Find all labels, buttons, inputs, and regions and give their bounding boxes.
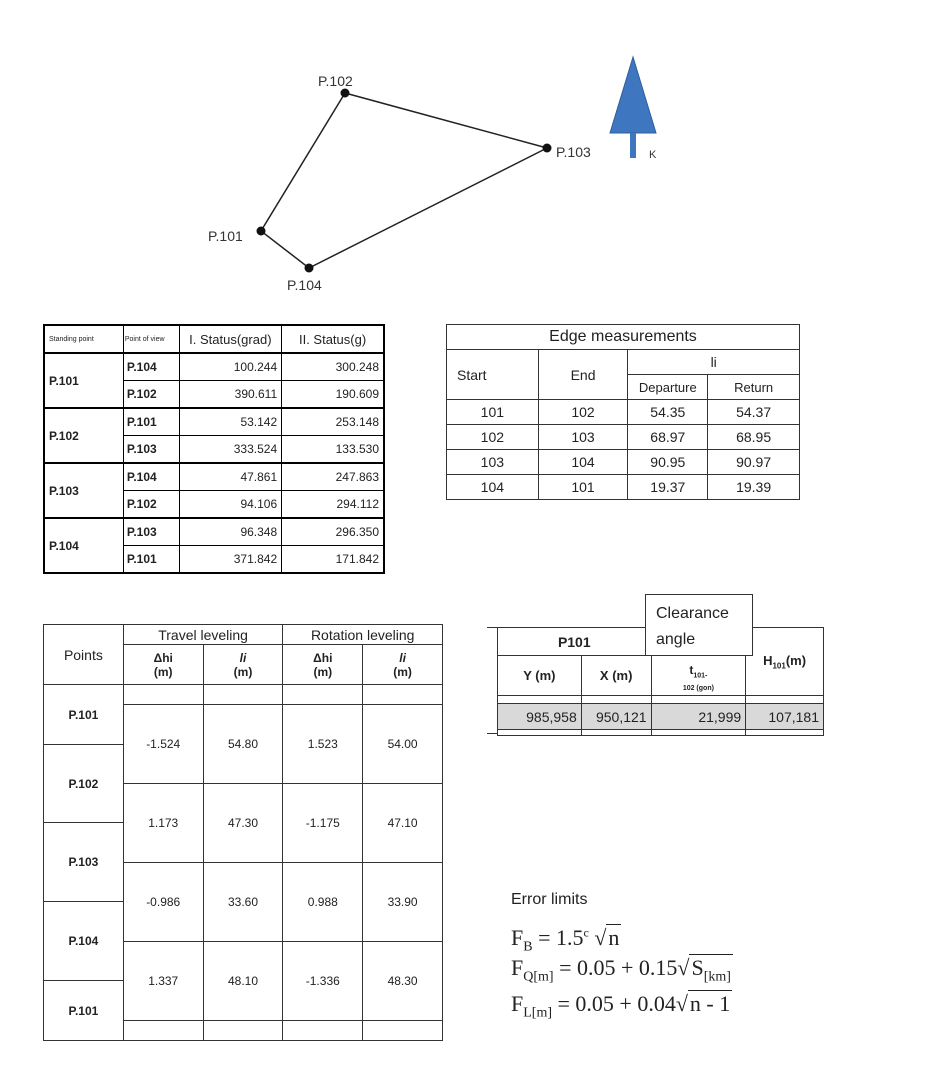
header-standing-point: Standing point xyxy=(44,325,123,353)
travel-dhi-cell: -1.524 xyxy=(123,705,203,784)
status1-cell: 333.524 xyxy=(179,436,282,464)
header-point-of-view: Point of view xyxy=(123,325,179,353)
status2-cell: 300.248 xyxy=(282,353,384,381)
rotation-dhi-cell: -1.336 xyxy=(283,942,363,1021)
travel-dhi-cell: -0.986 xyxy=(123,863,203,942)
view-cell: P.103 xyxy=(123,436,179,464)
formula-fq: $F_{Q[m]} = 0.05 + 0.15√S_{[km]}$ xyxy=(511,955,731,985)
start-cell: 101 xyxy=(447,400,539,425)
header-status-1: I. Status(grad) xyxy=(179,325,282,353)
clearance-angle-callout: Clearance angle xyxy=(645,594,753,656)
return-cell: 90.97 xyxy=(708,450,800,475)
x-value: 950,121 xyxy=(581,704,651,730)
return-cell: 19.39 xyxy=(708,475,800,500)
travel-dhi-cell: 1.173 xyxy=(123,784,203,863)
view-cell: P.102 xyxy=(123,491,179,519)
leveling-table xyxy=(43,624,443,1041)
travel-dhi-cell: 1.337 xyxy=(123,942,203,1021)
header-status-2: II. Status(g) xyxy=(282,325,384,353)
table-row xyxy=(447,475,800,500)
status2-cell: 190.609 xyxy=(282,381,384,409)
header-h: $H_{101}(m)$ xyxy=(746,628,824,696)
view-cell: P.102 xyxy=(123,381,179,409)
start-cell: 102 xyxy=(447,425,539,450)
header-start: Start xyxy=(447,350,539,400)
table-row xyxy=(44,685,443,705)
status2-cell: 133.530 xyxy=(282,436,384,464)
status1-cell: 390.611 xyxy=(179,381,282,409)
label-p101: P.101 xyxy=(208,228,243,244)
header-rotation-dhi: Δhi (m) xyxy=(283,645,363,685)
header-rotation-li: li (m) xyxy=(363,645,443,685)
table-row xyxy=(44,353,384,381)
status1-cell: 100.244 xyxy=(179,353,282,381)
table-row xyxy=(44,463,384,491)
view-cell: P.104 xyxy=(123,463,179,491)
departure-cell: 90.95 xyxy=(628,450,708,475)
return-cell: 68.95 xyxy=(708,425,800,450)
header-t: $t_{101-}$ 102 (gon) xyxy=(651,628,746,696)
header-return: Return xyxy=(708,375,800,400)
end-cell: 103 xyxy=(538,425,628,450)
north-label: K xyxy=(649,149,657,161)
status2-cell: 294.112 xyxy=(282,491,384,519)
table-row xyxy=(447,450,800,475)
point-cell: P.102 xyxy=(44,745,124,823)
y-value: 985,958 xyxy=(498,704,582,730)
north-arrow-icon xyxy=(610,57,656,133)
table-row xyxy=(498,704,824,730)
end-cell: 101 xyxy=(538,475,628,500)
point-p103-marker xyxy=(543,144,552,153)
start-cell: 103 xyxy=(447,450,539,475)
table-row xyxy=(447,425,800,450)
travel-li-cell: 33.60 xyxy=(203,863,283,942)
status2-cell: 171.842 xyxy=(282,546,384,574)
status1-cell: 53.142 xyxy=(179,408,282,436)
header-li: li xyxy=(628,350,800,375)
point-cell: P.101 xyxy=(44,685,124,745)
header-points: Points xyxy=(44,625,124,685)
point-cell: P.104 xyxy=(44,902,124,981)
departure-cell: 19.37 xyxy=(628,475,708,500)
rotation-dhi-cell: -1.175 xyxy=(283,784,363,863)
point-p102-marker xyxy=(341,89,350,98)
formula-fb: $F_B = 1.5^c$ √n xyxy=(511,925,620,955)
table-row xyxy=(447,400,800,425)
table-row xyxy=(498,696,824,704)
table-row xyxy=(498,730,824,736)
point-cell: P.101 xyxy=(44,981,124,1041)
end-cell: 104 xyxy=(538,450,628,475)
station-cell: P.101 xyxy=(44,353,123,408)
status1-cell: 94.106 xyxy=(179,491,282,519)
view-cell: P.103 xyxy=(123,518,179,546)
table-row xyxy=(44,625,443,645)
end-cell: 102 xyxy=(538,400,628,425)
formula-fl: $F_{L[m]} = 0.05 + 0.04√n - 1$ xyxy=(511,991,731,1021)
header-rotation-leveling: Rotation leveling xyxy=(283,625,443,645)
traverse-polygon xyxy=(261,93,547,268)
header-x: X (m) xyxy=(581,656,651,696)
header-y: Y (m) xyxy=(498,656,582,696)
header-travel-dhi: Δhi (m) xyxy=(123,645,203,685)
point-p104-marker xyxy=(305,264,314,273)
view-cell: P.101 xyxy=(123,546,179,574)
label-p102: P.102 xyxy=(318,73,353,89)
status2-cell: 247.863 xyxy=(282,463,384,491)
status1-cell: 47.861 xyxy=(179,463,282,491)
header-end: End xyxy=(538,350,628,400)
station-cell: P.104 xyxy=(44,518,123,573)
view-cell: P.101 xyxy=(123,408,179,436)
status2-cell: 296.350 xyxy=(282,518,384,546)
edge-table-title: Edge measurements xyxy=(447,325,800,350)
table-row xyxy=(447,325,800,350)
p101-title: P101 xyxy=(498,628,652,656)
table-row xyxy=(447,350,800,375)
p101-bottom-line xyxy=(487,733,497,734)
station-cell: P.103 xyxy=(44,463,123,518)
status1-cell: 371.842 xyxy=(179,546,282,574)
label-p104: P.104 xyxy=(287,277,322,293)
rotation-dhi-cell: 0.988 xyxy=(283,863,363,942)
p101-left-line xyxy=(487,627,497,628)
rotation-li-cell: 54.00 xyxy=(363,705,443,784)
start-cell: 104 xyxy=(447,475,539,500)
status2-cell: 253.148 xyxy=(282,408,384,436)
table-row xyxy=(44,518,384,546)
travel-li-cell: 48.10 xyxy=(203,942,283,1021)
table-row xyxy=(44,408,384,436)
header-travel-leveling: Travel leveling xyxy=(123,625,283,645)
t-value: 21,999 xyxy=(651,704,746,730)
departure-cell: 68.97 xyxy=(628,425,708,450)
label-p103: P.103 xyxy=(556,144,591,160)
h-value: 107,181 xyxy=(746,704,824,730)
rotation-li-cell: 48.30 xyxy=(363,942,443,1021)
travel-li-cell: 54.80 xyxy=(203,705,283,784)
status1-cell: 96.348 xyxy=(179,518,282,546)
header-departure: Departure xyxy=(628,375,708,400)
point-cell: P.103 xyxy=(44,823,124,902)
north-arrow-stem xyxy=(630,133,636,158)
edge-measurements-table xyxy=(446,324,800,500)
error-limits-title: Error limits xyxy=(511,891,588,908)
rotation-dhi-cell: 1.523 xyxy=(283,705,363,784)
travel-li-cell: 47.30 xyxy=(203,784,283,863)
angle-measurement-table xyxy=(43,324,385,574)
station-cell: P.102 xyxy=(44,408,123,463)
rotation-li-cell: 47.10 xyxy=(363,784,443,863)
point-p101-marker xyxy=(257,227,266,236)
view-cell: P.104 xyxy=(123,353,179,381)
table-row xyxy=(44,325,384,353)
rotation-li-cell: 33.90 xyxy=(363,863,443,942)
traverse-sketch xyxy=(0,0,946,310)
header-travel-li: li (m) xyxy=(203,645,283,685)
departure-cell: 54.35 xyxy=(628,400,708,425)
return-cell: 54.37 xyxy=(708,400,800,425)
